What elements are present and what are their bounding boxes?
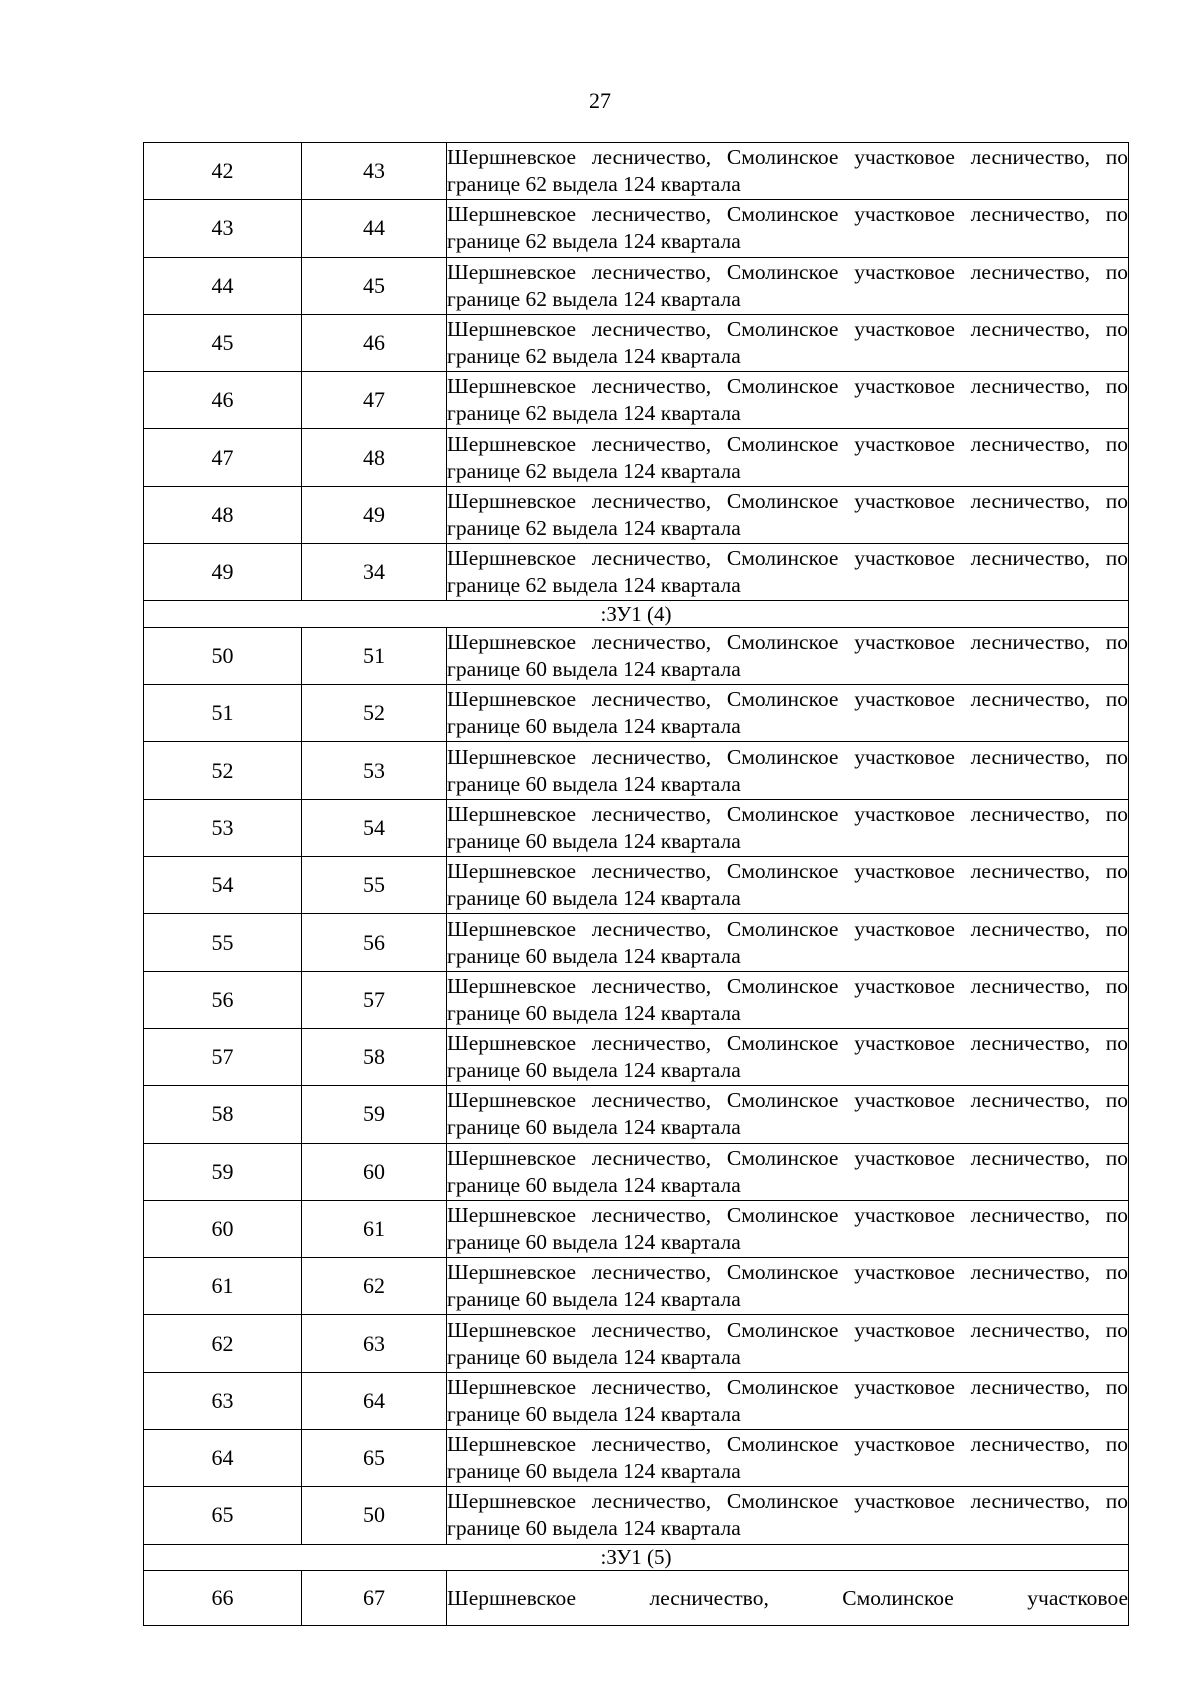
point-to-cell: 58	[302, 1028, 447, 1085]
boundary-description-cell: Шершневское лесничество, Смолинское участковое лесничество, по границе 60 выдела 124 квартала	[447, 1143, 1129, 1200]
boundary-description-cell: Шершневское лесничество, Смолинское участковое лесничество, по границе 60 выдела 124 квартала	[447, 1372, 1129, 1429]
boundary-description-cell: Шершневское лесничество, Смолинское участковое лесничество, по границе 60 выдела 124 квартала	[447, 1487, 1129, 1544]
boundary-description-cell: Шершневское лесничество, Смолинское участковое лесничество, по границе 60 выдела 124 квартала	[447, 627, 1129, 684]
point-from-cell: 48	[144, 486, 302, 543]
point-to-cell: 51	[302, 627, 447, 684]
section-header-row	[144, 601, 1129, 628]
boundary-description-cell: Шершневское лесничество, Смолинское участковое лесничество, по границе 62 выдела 124 квартала	[447, 257, 1129, 314]
boundary-description-cell: Шершневское лесничество, Смолинское участковое лесничество, по границе 60 выдела 124 квартала	[447, 1315, 1129, 1372]
point-from-cell: 53	[144, 799, 302, 856]
table-row	[144, 429, 1129, 486]
point-from-cell: 50	[144, 627, 302, 684]
table-row	[144, 1200, 1129, 1257]
table-row	[144, 544, 1129, 601]
table-row	[144, 742, 1129, 799]
point-to-cell: 48	[302, 429, 447, 486]
boundary-table-body	[144, 143, 1129, 1626]
boundary-description-cell: Шершневское лесничество, Смолинское участковое лесничество, по границе 60 выдела 124 квартала	[447, 685, 1129, 742]
table-row	[144, 1372, 1129, 1429]
point-to-cell: 60	[302, 1143, 447, 1200]
point-from-cell: 62	[144, 1315, 302, 1372]
point-to-cell: 63	[302, 1315, 447, 1372]
table-row	[144, 1487, 1129, 1544]
point-to-cell: 54	[302, 799, 447, 856]
point-from-cell: 42	[144, 143, 302, 200]
point-to-cell: 64	[302, 1372, 447, 1429]
boundary-description-cell: Шершневское лесничество, Смолинское участковое лесничество, по границе 62 выдела 124 квартала	[447, 314, 1129, 371]
table-row	[144, 257, 1129, 314]
point-to-cell: 55	[302, 857, 447, 914]
boundary-description-cell: Шершневское лесничество, Смолинское участковое лесничество, по границе 60 выдела 124 квартала	[447, 1430, 1129, 1487]
point-to-cell: 57	[302, 971, 447, 1028]
point-from-cell: 65	[144, 1487, 302, 1544]
boundary-description-cell: Шершневское лесничество, Смолинское участковое лесничество, по границе 60 выдела 124 квартала	[447, 914, 1129, 971]
point-to-cell: 53	[302, 742, 447, 799]
point-to-cell: 67	[302, 1571, 447, 1626]
boundary-description-cell: Шершневское лесничество, Смолинское участковое лесничество, по границе 60 выдела 124 квартала	[447, 1086, 1129, 1143]
point-from-cell: 45	[144, 314, 302, 371]
point-from-cell: 64	[144, 1430, 302, 1487]
point-from-cell: 59	[144, 1143, 302, 1200]
section-label: :ЗУ1 (5)	[144, 1544, 1129, 1571]
table-row	[144, 1028, 1129, 1085]
point-to-cell: 59	[302, 1086, 447, 1143]
table-row	[144, 372, 1129, 429]
point-to-cell: 65	[302, 1430, 447, 1487]
boundary-description-cell: Шершневское лесничество, Смолинское участковое лесничество, по границе 60 выдела 124 квартала	[447, 1200, 1129, 1257]
page-number: 27	[589, 88, 611, 113]
boundary-description-cell: Шершневское лесничество, Смолинское участковое лесничество, по границе 60 выдела 124 квартала	[447, 799, 1129, 856]
point-from-cell: 63	[144, 1372, 302, 1429]
point-from-cell: 52	[144, 742, 302, 799]
point-to-cell: 43	[302, 143, 447, 200]
point-from-cell: 56	[144, 971, 302, 1028]
boundary-description-cell: Шершневское лесничество, Смолинское участковое лесничество, по границе 62 выдела 124 квартала	[447, 372, 1129, 429]
table-row	[144, 1430, 1129, 1487]
boundary-description-cell: Шершневское лесничество, Смолинское участковое лесничество, по границе 60 выдела 124 квартала	[447, 1258, 1129, 1315]
table-row	[144, 971, 1129, 1028]
point-from-cell: 66	[144, 1571, 302, 1626]
point-from-cell: 61	[144, 1258, 302, 1315]
point-to-cell: 46	[302, 314, 447, 371]
boundary-table	[143, 142, 1129, 1626]
point-to-cell: 44	[302, 200, 447, 257]
point-from-cell: 47	[144, 429, 302, 486]
table-row	[144, 857, 1129, 914]
table-row	[144, 314, 1129, 371]
boundary-description-cell: Шершневское лесничество, Смолинское участковое лесничество, по границе 60 выдела 124 квартала	[447, 742, 1129, 799]
point-from-cell: 46	[144, 372, 302, 429]
boundary-description-cell: Шершневское лесничество, Смолинское участковое лесничество, по границе 60 выдела 124 квартала	[447, 971, 1129, 1028]
table-row	[144, 1143, 1129, 1200]
boundary-description-cell: Шершневское лесничество, Смолинское участковое лесничество, по границе 62 выдела 124 квартала	[447, 486, 1129, 543]
boundary-description-cell: Шершневское лесничество, Смолинское участковое лесничество, по границе 62 выдела 124 квартала	[447, 544, 1129, 601]
boundary-description-cell: Шершневское лесничество, Смолинское участковое лесничество, по границе 62 выдела 124 квартала	[447, 200, 1129, 257]
point-from-cell: 43	[144, 200, 302, 257]
point-to-cell: 34	[302, 544, 447, 601]
table-row	[144, 200, 1129, 257]
table-row	[144, 1258, 1129, 1315]
point-to-cell: 61	[302, 1200, 447, 1257]
table-row	[144, 1315, 1129, 1372]
table-row	[144, 143, 1129, 200]
boundary-description-cell: Шершневское лесничество, Смолинское участковое	[447, 1571, 1129, 1626]
point-from-cell: 44	[144, 257, 302, 314]
boundary-description-cell: Шершневское лесничество, Смолинское участковое лесничество, по границе 60 выдела 124 квартала	[447, 857, 1129, 914]
table-row	[144, 1571, 1129, 1626]
point-to-cell: 56	[302, 914, 447, 971]
point-from-cell: 54	[144, 857, 302, 914]
point-to-cell: 52	[302, 685, 447, 742]
table-row	[144, 627, 1129, 684]
point-to-cell: 62	[302, 1258, 447, 1315]
table-row	[144, 685, 1129, 742]
boundary-description-cell: Шершневское лесничество, Смолинское участковое лесничество, по границе 62 выдела 124 квартала	[447, 429, 1129, 486]
point-from-cell: 60	[144, 1200, 302, 1257]
table-row	[144, 914, 1129, 971]
point-from-cell: 51	[144, 685, 302, 742]
point-to-cell: 45	[302, 257, 447, 314]
table-row	[144, 486, 1129, 543]
point-from-cell: 58	[144, 1086, 302, 1143]
section-header-row	[144, 1544, 1129, 1571]
point-to-cell: 50	[302, 1487, 447, 1544]
point-from-cell: 57	[144, 1028, 302, 1085]
table-row	[144, 799, 1129, 856]
section-label: :ЗУ1 (4)	[144, 601, 1129, 628]
point-to-cell: 49	[302, 486, 447, 543]
point-from-cell: 49	[144, 544, 302, 601]
point-from-cell: 55	[144, 914, 302, 971]
point-to-cell: 47	[302, 372, 447, 429]
boundary-description-cell: Шершневское лесничество, Смолинское участковое лесничество, по границе 60 выдела 124 квартала	[447, 1028, 1129, 1085]
boundary-description-cell: Шершневское лесничество, Смолинское участковое лесничество, по границе 62 выдела 124 квартала	[447, 143, 1129, 200]
table-row	[144, 1086, 1129, 1143]
